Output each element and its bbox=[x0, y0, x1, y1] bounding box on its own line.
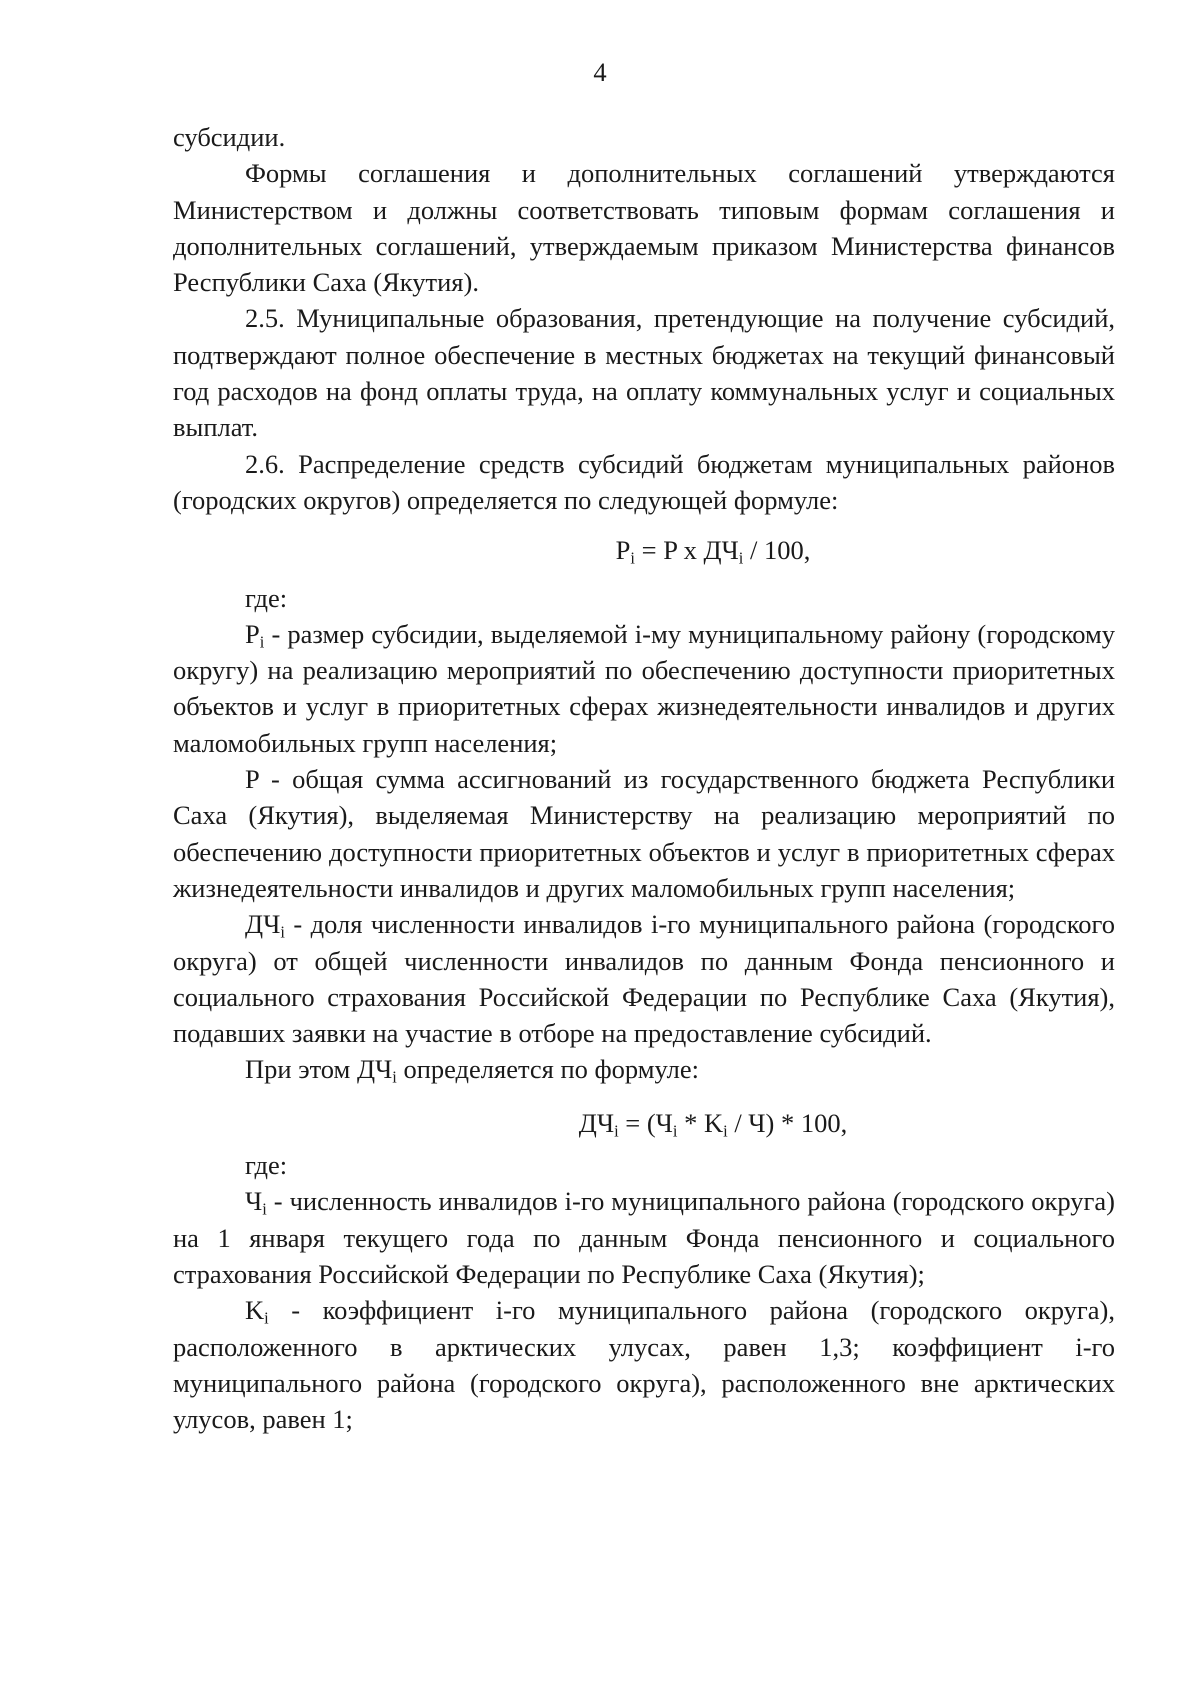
formula-part: * K bbox=[677, 1107, 724, 1138]
intro-text: При этом ДЧ bbox=[245, 1054, 393, 1085]
formula-lhs: P bbox=[615, 535, 631, 566]
paragraph-2-6: 2.6. Распределение средств субсидий бюджетам муниципальных районов (городских округов) определяется по следующей формуле: bbox=[173, 448, 1115, 515]
intro-subscript: i bbox=[392, 1068, 397, 1088]
formula-rhs-part: = P x ДЧ bbox=[635, 535, 739, 566]
definition-text: - численность инвалидов i-го муниципального района (городского округа) на 1 января текущего года по данным Фонда пенсионного и социального страхования Российской Федерации по Республике Саха (Якутия); bbox=[173, 1186, 1115, 1289]
formula-dchi bbox=[173, 1105, 1115, 1141]
definition-symbol: P bbox=[245, 764, 259, 795]
paragraph-continuation: субсидии. bbox=[173, 122, 286, 152]
definition-ki bbox=[173, 1292, 1115, 1437]
formula-part: = (Ч bbox=[618, 1107, 673, 1138]
definition-dchi bbox=[173, 906, 1115, 1051]
definition-symbol: ДЧ bbox=[245, 909, 281, 940]
definition-symbol-subscript: i bbox=[264, 1308, 269, 1328]
definition-chi bbox=[173, 1183, 1115, 1292]
definition-pi bbox=[173, 616, 1115, 761]
formula-lhs-subscript: i bbox=[630, 548, 635, 568]
definition-symbol-subscript: i bbox=[280, 922, 285, 942]
definition-text: - коэффициент i-го муниципального района (городского округа), расположенного в арктических улусах, равен 1,3; коэффициент i-го муниципального района (городского округа), расположенного вне арктических улусов, равен 1; bbox=[173, 1295, 1115, 1435]
intro-text-tail: определяется по формуле: bbox=[396, 1054, 699, 1085]
formula-subscript: i bbox=[723, 1121, 728, 1141]
formula-rhs-subscript: i bbox=[738, 548, 744, 568]
definition-symbol-subscript: i bbox=[259, 632, 265, 652]
paragraph-dchi-intro bbox=[173, 1051, 1115, 1087]
definition-text: - доля численности инвалидов i-го муниципального района (городского округа) от общей численности инвалидов по данным Фонда пенсионного и социального страхования Российской Федерации по Республике Саха (Якутия), подавших заявки на участие в отборе на предоставление субсидий. bbox=[173, 909, 1115, 1049]
formula-subscript: i bbox=[672, 1121, 678, 1141]
definition-p bbox=[173, 761, 1115, 906]
formula-part: / Ч) * 100, bbox=[727, 1107, 848, 1138]
definition-symbol: K bbox=[245, 1295, 265, 1326]
definition-symbol: P bbox=[245, 618, 260, 649]
definition-symbol-subscript: i bbox=[262, 1199, 267, 1219]
formula-rhs-tail: / 100, bbox=[743, 535, 811, 566]
where-label: где: bbox=[245, 582, 288, 613]
page-number: 4 bbox=[593, 57, 607, 87]
where-label: где: bbox=[245, 1150, 288, 1181]
definition-symbol: Ч bbox=[245, 1186, 263, 1217]
definition-text: - общая сумма ассигнований из государственного бюджета Республики Саха (Якутия), выделяемая Министерству на реализацию мероприятий по обеспечению доступности приоритетных объектов и услуг в приоритетных сферах жизнедеятельности инвалидов и других маломобильных групп населения; bbox=[173, 764, 1115, 903]
formula-subsidy-distribution bbox=[173, 532, 1115, 568]
document-body bbox=[173, 119, 1115, 1437]
definition-text: - размер субсидии, выделяемой i-му муниципальному району (городскому округу) на реализацию мероприятий по обеспечению доступности приоритетных объектов и услуг в приоритетных сферах жизнедеятельности инвалидов и других маломобильных групп населения; bbox=[173, 618, 1115, 758]
formula-part: ДЧ bbox=[578, 1107, 615, 1138]
paragraph-2-5: 2.5. Муниципальные образования, претендующие на получение субсидий, подтверждают полное обеспечение в местных бюджетах на текущий финансовый год расходов на фонд оплаты труда, на оплату коммунальных услуг и социальных выплат. bbox=[173, 303, 1115, 443]
paragraph-agreement-forms: Формы соглашения и дополнительных соглашений утверждаются Министерством и должны соответствовать типовым формам соглашения и дополнительных соглашений, утверждаемым приказом Министерства финансов Республики Саха (Якутия). bbox=[173, 158, 1115, 298]
formula-subscript: i bbox=[614, 1121, 619, 1141]
